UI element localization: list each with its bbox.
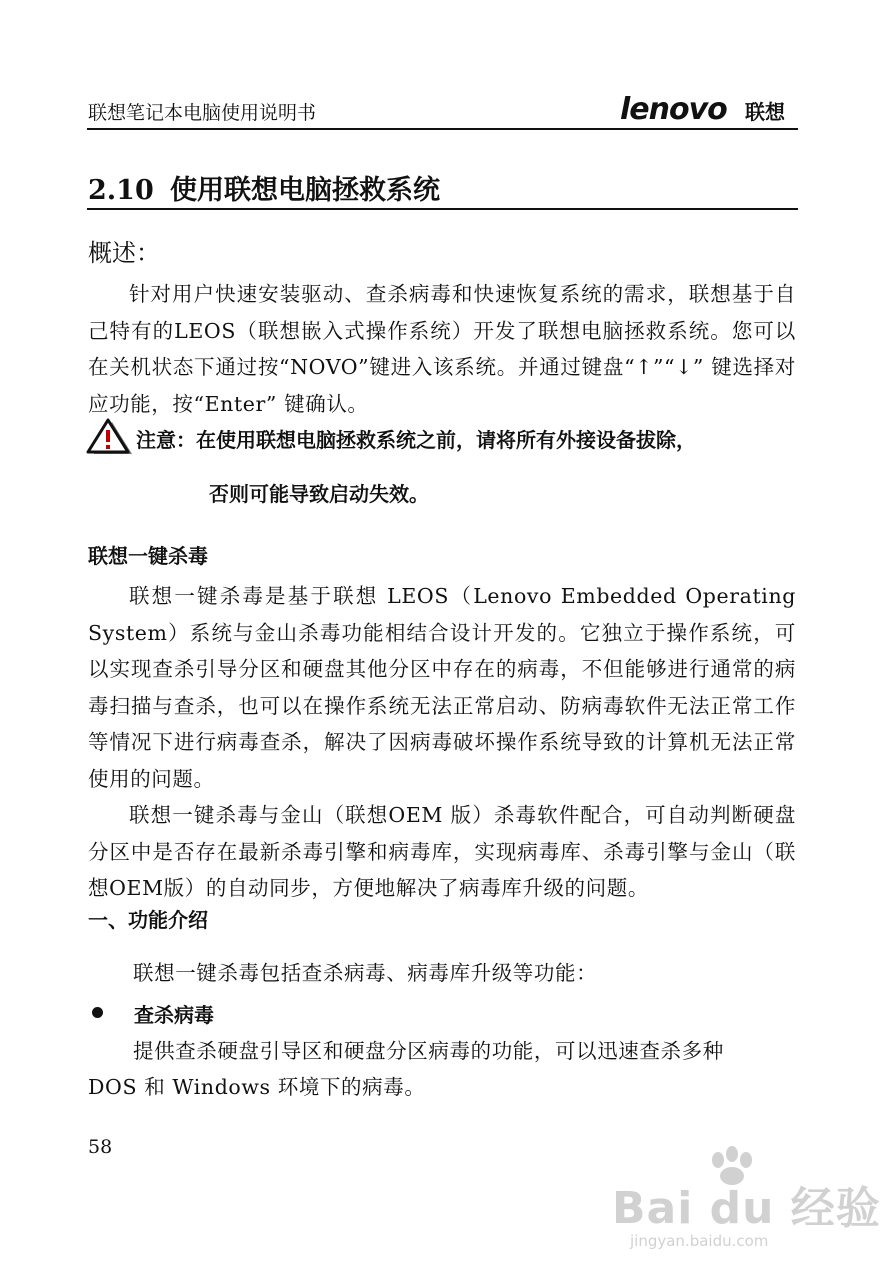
warning-icon	[86, 418, 134, 458]
watermark-brand: Bai du 经验	[612, 1183, 881, 1234]
antivirus-heading: 联想一键杀毒	[88, 544, 208, 568]
features-intro: 联想一键杀毒包括查杀病毒、病毒库升级等功能：	[133, 961, 598, 985]
antivirus-paragraph-2: 联想一键杀毒与金山（联想OEM 版）杀毒软件配合，可自动判断硬盘分区中是否存在最新杀毒引擎和病毒库，实现病毒库、杀毒引擎与金山（联想OEM版）的自动同步，方便地解决了病毒库升级的问题。	[88, 803, 796, 900]
features-heading: 一、功能介绍	[88, 908, 208, 932]
section-title-text: 使用联想电脑拯救系统	[170, 175, 440, 206]
running-header-title: 联想笔记本电脑使用说明书	[88, 102, 317, 124]
lenovo-logo-cn: 联想	[745, 100, 785, 124]
bullet-icon	[92, 1007, 103, 1018]
section-number: 2.10	[88, 175, 154, 206]
antivirus-paragraphs	[88, 578, 796, 907]
note-line-1: 注意：在使用联想电脑拯救系统之前，请将所有外接设备拔除，	[136, 428, 696, 452]
overview-text: 针对用户快速安装驱动、查杀病毒和快速恢复系统的需求，联想基于自己特有的LEOS（联想嵌入式操作系统）开发了联想电脑拯救系统。您可以在关机状态下通过按“NOVO”键进入该系统。并通过键盘“↑”“↓” 键选择对应功能，按“Enter” 键确认。	[88, 282, 796, 416]
lenovo-logo: lenovo	[620, 92, 727, 127]
note-line-2: 否则可能导致启动失效。	[209, 482, 429, 506]
overview-heading: 概述：	[88, 239, 160, 267]
header-divider	[87, 128, 798, 130]
section-divider	[87, 208, 798, 210]
feature-item-title: 查杀病毒	[134, 1003, 214, 1027]
overview-paragraph	[88, 276, 796, 422]
antivirus-paragraph-1: 联想一键杀毒是基于联想 LEOS（Lenovo Embedded Operating System）系统与金山杀毒功能相结合设计开发的。它独立于操作系统，可以实现查杀引导分区和硬盘其他分区中存在的病毒，不但能够进行通常的病毒扫描与查杀，也可以在操作系统无法正常启动、防病毒软件无法正常工作等情况下进行病毒查杀，解决了因病毒破坏操作系统导致的计算机无法正常使用的问题。	[88, 584, 796, 791]
feature-item-line-2: DOS 和 Windows 环境下的病毒。	[88, 1075, 426, 1099]
section-title	[88, 168, 440, 207]
feature-item-line-1: 提供查杀硬盘引导区和硬盘分区病毒的功能，可以迅速查杀多种	[133, 1039, 724, 1063]
page-number: 58	[88, 1136, 113, 1158]
watermark-url: jingyan.baidu.com	[630, 1232, 769, 1250]
baidu-watermark	[612, 1146, 881, 1256]
